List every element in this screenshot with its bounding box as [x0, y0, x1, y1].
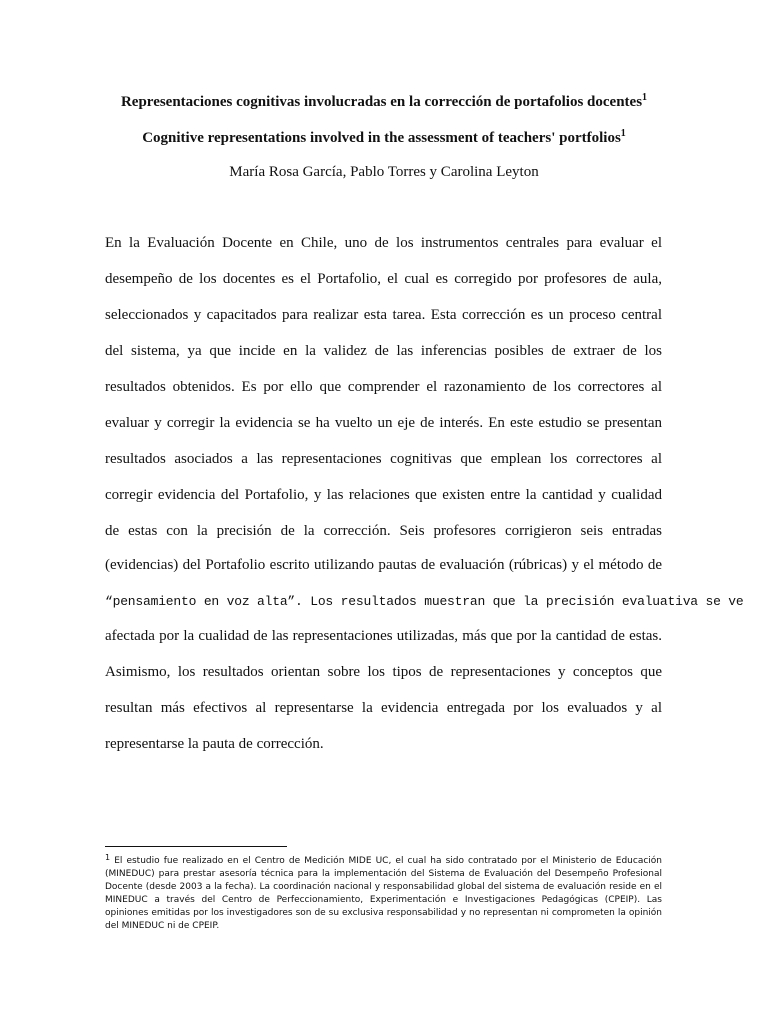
title-spanish-footnote-mark: 1 [642, 92, 648, 103]
abstract-line: desempeño de los docentes es el Portafolio, el cual es corregido por profesores de aula, [105, 271, 662, 287]
abstract-line: En la Evaluación Docente en Chile, uno de los instrumentos centrales para evaluar el [105, 235, 662, 251]
abstract-line: del sistema, ya que incide en la validez de las inferencias posibles de extraer de los [105, 343, 662, 359]
abstract-line: evaluar y corregir la evidencia se ha vuelto un eje de interés. En este estudio se presentan [105, 415, 662, 431]
footnote-text: El estudio fue realizado en el Centro de Medición MIDE UC, el cual ha sido contratado por el Ministerio de Educación (MINEDUC) para prestar asesoría técnica para la implementación del Sistema de Evaluación del Desempeño Profesional Docente (desde 2003 a la fecha). La coordinación nacional y responsabilidad global del sistema de evaluación reside en el MINEDUC a través del Centro de Perfeccionamiento, Experimentación e Investigaciones Pedagógicas (CPEIP). Las opiniones emitidas por los investigadores son de su exclusiva responsabilidad y no representan ni comprometen la opinión del MINEDUC ni de CPEIP. [105, 856, 662, 931]
title-english-text: Cognitive representations involved in the assessment of teachers' portfolios [142, 130, 621, 146]
title-english [60, 129, 708, 147]
title-english-footnote-mark: 1 [620, 128, 626, 139]
abstract-line: resultados obtenidos. Es por ello que comprender el razonamiento de los correctores al [105, 379, 662, 395]
footnote-divider [105, 846, 287, 847]
abstract-line: resultan más efectivos al representarse la evidencia entregada por los evaluados y al [105, 700, 662, 716]
abstract-line: de estas con la precisión de la corrección. Seis profesores corrigieron seis entradas [105, 523, 662, 539]
footnote-mark: 1 [105, 853, 111, 862]
abstract-line: afectada por la cualidad de las representaciones utilizadas, más que por la cantidad de estas. [105, 628, 662, 644]
abstract-line: (evidencias) del Portafolio escrito utilizando pautas de evaluación (rúbricas) y el método de [105, 557, 662, 573]
authors: María Rosa García, Pablo Torres y Carolina Leyton [229, 164, 539, 180]
abstract-line: Asimismo, los resultados orientan sobre los tipos de representaciones y conceptos que [105, 664, 662, 680]
abstract-line: resultados asociados a las representaciones cognitivas que emplean los correctores al [105, 451, 662, 467]
title-spanish [60, 93, 708, 111]
abstract-line: corregir evidencia del Portafolio, y las relaciones que existen entre la cantidad y cualidad [105, 487, 662, 503]
title-spanish-text: Representaciones cognitivas involucradas en la corrección de portafolios docentes [120, 94, 643, 110]
abstract-line: seleccionados y capacitados para realizar esta tarea. Esta corrección es un proceso central [105, 307, 662, 323]
footnote [105, 855, 662, 932]
abstract-line: representarse la pauta de corrección. [105, 736, 324, 752]
abstract-line: “pensamiento en voz alta”. Los resultados muestran que la precisión evaluativa se ve [105, 594, 744, 609]
